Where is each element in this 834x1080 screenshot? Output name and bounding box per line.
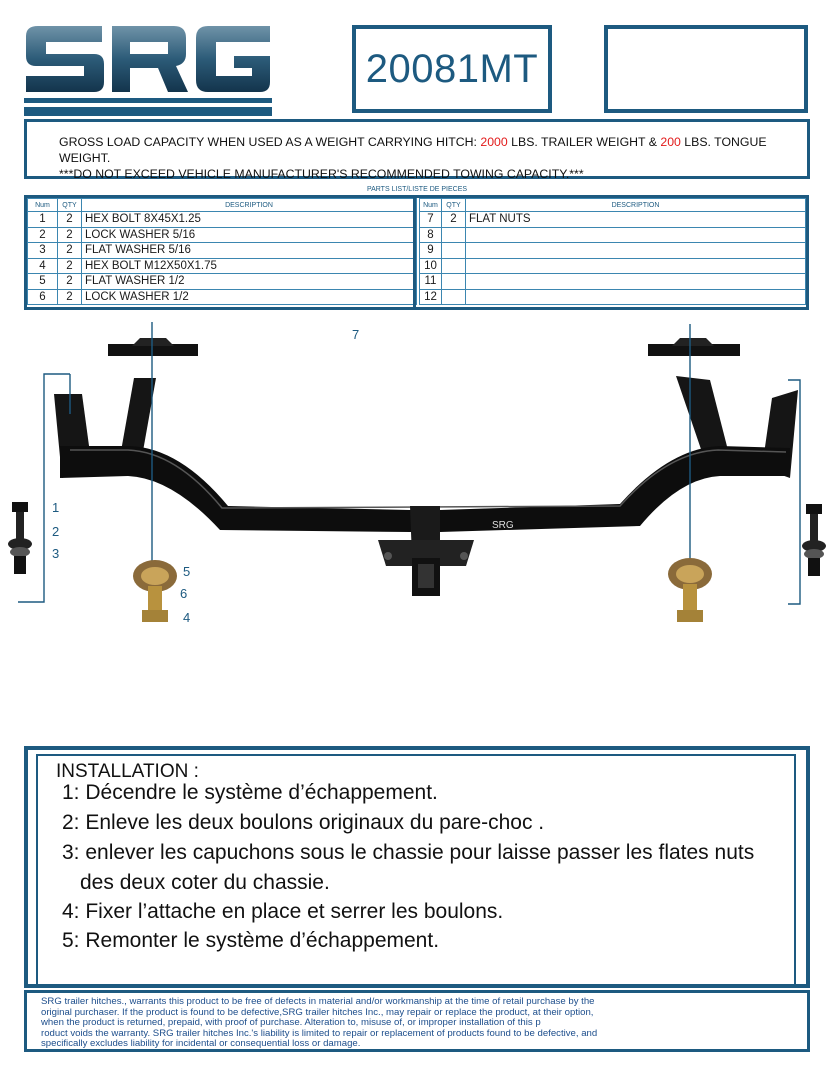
parts-row bbox=[28, 227, 417, 243]
part-qty-cell: 2 bbox=[58, 274, 82, 290]
parts-row bbox=[420, 258, 806, 274]
part-description-cell bbox=[466, 274, 806, 290]
callout-6: 6 bbox=[180, 586, 188, 601]
warranty-box bbox=[24, 990, 810, 1052]
part-description-cell: FLAT WASHER 1/2 bbox=[82, 274, 417, 290]
install-step-4: 4: Fixer l’attache en place et serrer les boulons. bbox=[62, 900, 504, 923]
part-description-cell bbox=[466, 258, 806, 274]
parts-row bbox=[28, 243, 417, 259]
install-step-3: 3: enlever les capuchons sous le chassie pour laisse passer les flates nuts bbox=[62, 841, 755, 864]
parts-header-row bbox=[28, 199, 417, 212]
warranty-line: roduct voids the warranty. SRG trailer hitches Inc.'s liability is limited to repair or replacement of products found to be defective, and bbox=[41, 1027, 598, 1039]
towing-warning: ***DO NOT EXCEED VEHICLE MANUFACTURER'S RECOMMENDED TOWING CAPACITY.*** bbox=[59, 167, 584, 181]
part-description-cell: LOCK WASHER 5/16 bbox=[82, 227, 417, 243]
parts-row bbox=[28, 274, 417, 290]
srg-logo bbox=[24, 24, 272, 116]
parts-row bbox=[420, 274, 806, 290]
part-description-cell: LOCK WASHER 1/2 bbox=[82, 289, 417, 305]
part-qty-cell: 2 bbox=[58, 258, 82, 274]
load-capacity-middle: LBS. TRAILER WEIGHT & bbox=[507, 135, 661, 149]
parts-table-right bbox=[419, 198, 806, 305]
parts-header-row bbox=[420, 199, 806, 212]
part-description-cell bbox=[466, 227, 806, 243]
part-num-cell: 7 bbox=[420, 212, 442, 228]
part-description-cell: HEX BOLT 8X45X1.25 bbox=[82, 212, 417, 228]
parts-row bbox=[28, 258, 417, 274]
install-step-1: 1: Décendre le système d’échappement. bbox=[62, 781, 438, 804]
part-num-cell: 10 bbox=[420, 258, 442, 274]
part-description-cell: FLAT WASHER 5/16 bbox=[82, 243, 417, 259]
trailer-weight: 2000 bbox=[480, 135, 508, 149]
part-num-cell: 11 bbox=[420, 274, 442, 290]
part-num-cell: 12 bbox=[420, 289, 442, 305]
hitch-diagram bbox=[0, 318, 834, 648]
load-capacity-line bbox=[59, 134, 807, 166]
install-step-3-continued: des deux coter du chassie. bbox=[80, 871, 330, 894]
parts-row bbox=[420, 227, 806, 243]
part-qty-cell: 2 bbox=[58, 227, 82, 243]
part-qty-cell: 2 bbox=[442, 212, 466, 228]
callout-1: 1 bbox=[52, 500, 60, 515]
parts-row bbox=[28, 289, 417, 305]
callout-7: 7 bbox=[352, 327, 360, 342]
parts-list-title: PARTS LIST/LISTE DE PIECES bbox=[366, 186, 468, 193]
part-qty-cell: 2 bbox=[58, 289, 82, 305]
part-qty-cell bbox=[442, 243, 466, 259]
part-qty-cell bbox=[442, 289, 466, 305]
installation-title: INSTALLATION : bbox=[56, 761, 199, 782]
callout-3: 3 bbox=[52, 546, 60, 561]
warranty-line: when the product is returned, prepaid, with proof of purchase. Alteration to, misuse of, or improper installation of this p bbox=[41, 1017, 541, 1029]
hitch-label: SRG bbox=[492, 520, 514, 531]
warranty-line: original purchaser. If the product is found to be defective,SRG trailer hitches Inc., may repair or replace the product, at their option, bbox=[41, 1006, 594, 1018]
callout-2: 2 bbox=[52, 524, 60, 539]
part-description-cell: FLAT NUTS bbox=[466, 212, 806, 228]
install-step-5: 5: Remonter le système d’échappement. bbox=[62, 929, 440, 952]
callout-4: 4 bbox=[183, 610, 191, 625]
col-num: Num bbox=[420, 199, 442, 212]
col-description: DESCRIPTION bbox=[466, 199, 806, 212]
part-num-cell: 4 bbox=[28, 258, 58, 274]
parts-table-left bbox=[27, 198, 417, 305]
part-num-cell: 3 bbox=[28, 243, 58, 259]
part-num-cell: 9 bbox=[420, 243, 442, 259]
part-num-cell: 2 bbox=[28, 227, 58, 243]
hitch-illustration bbox=[0, 318, 834, 648]
load-capacity-suffix: LBS. TONGUE WEIGHT. bbox=[59, 135, 767, 165]
part-qty-cell: 2 bbox=[58, 243, 82, 259]
col-qty: QTY bbox=[58, 199, 82, 212]
parts-row bbox=[420, 212, 806, 228]
parts-row bbox=[420, 243, 806, 259]
warranty-line: specifically excludes liability for incidental or consequential loss or damage. bbox=[41, 1038, 361, 1050]
part-num-cell: 5 bbox=[28, 274, 58, 290]
parts-row bbox=[420, 289, 806, 305]
part-qty-cell bbox=[442, 274, 466, 290]
part-description-cell bbox=[466, 243, 806, 259]
tongue-weight: 200 bbox=[660, 135, 681, 149]
part-qty-cell bbox=[442, 258, 466, 274]
part-qty-cell bbox=[442, 227, 466, 243]
part-description-cell bbox=[466, 289, 806, 305]
part-num-cell: 1 bbox=[28, 212, 58, 228]
blank-box bbox=[604, 25, 808, 113]
part-number: 20081MT bbox=[365, 46, 539, 91]
parts-list bbox=[24, 195, 809, 310]
warranty-line: SRG trailer hitches., warrants this product to be free of defects in material and/or workmanship at the time of retail purchase by the bbox=[41, 996, 595, 1007]
parts-divider bbox=[413, 195, 416, 310]
part-qty-cell: 2 bbox=[58, 212, 82, 228]
col-description: DESCRIPTION bbox=[82, 199, 417, 212]
install-step-2: 2: Enleve les deux boulons originaux du pare-choc . bbox=[62, 811, 545, 834]
part-number-box bbox=[352, 25, 552, 113]
col-qty: QTY bbox=[442, 199, 466, 212]
parts-row bbox=[28, 212, 417, 228]
load-capacity-prefix: GROSS LOAD CAPACITY WHEN USED AS A WEIGHT CARRYING HITCH: bbox=[59, 135, 481, 149]
part-num-cell: 8 bbox=[420, 227, 442, 243]
callout-5: 5 bbox=[183, 564, 191, 579]
part-description-cell: HEX BOLT M12X50X1.75 bbox=[82, 258, 417, 274]
srg-logo-graphic bbox=[24, 24, 272, 116]
col-num: Num bbox=[28, 199, 58, 212]
load-capacity-box bbox=[24, 119, 810, 179]
part-num-cell: 6 bbox=[28, 289, 58, 305]
